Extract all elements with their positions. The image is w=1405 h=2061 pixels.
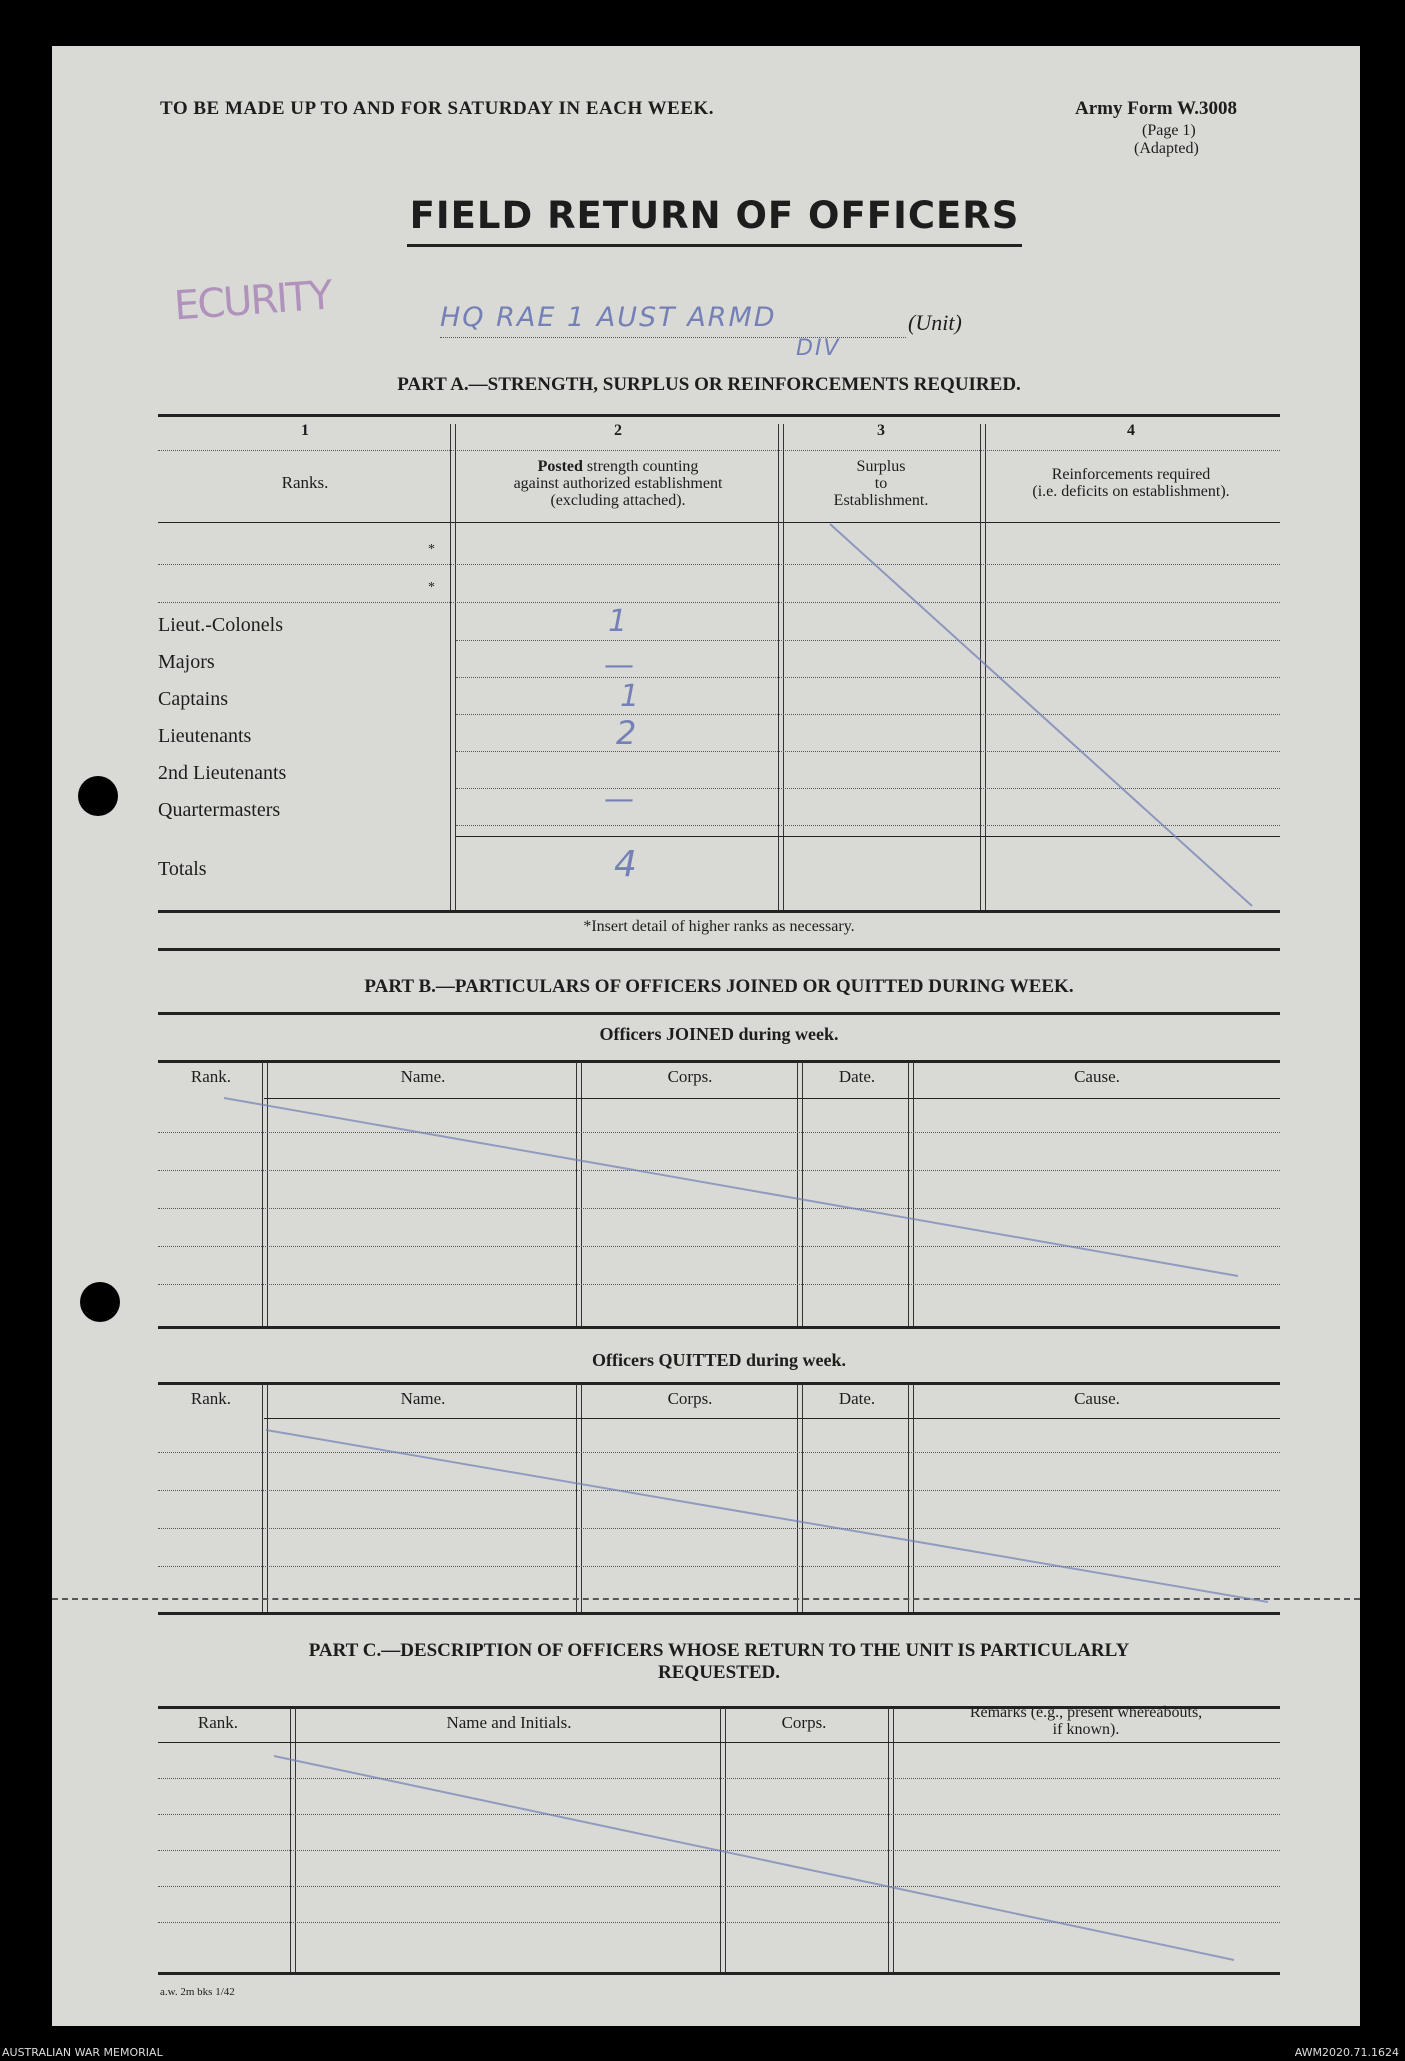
surplus-line3: Establishment. (833, 492, 929, 509)
part-a-footnote: *Insert detail of higher ranks as necessary. (583, 918, 855, 935)
strike-joined (224, 1098, 1238, 1276)
quitted-col-corps: Corps. (667, 1389, 713, 1408)
page-title: FIELD RETURN OF OFFICERS (409, 194, 1020, 237)
joined-heading: Officers JOINED during week. (599, 1024, 839, 1044)
remarks-line2: if known). (1052, 1721, 1120, 1738)
posted-majors: — (604, 648, 636, 683)
part-c-col-name: Name and Initials. (446, 1713, 572, 1732)
rank-quartermasters: Quartermasters (158, 799, 281, 821)
security-stamp: ECURITY (172, 272, 333, 330)
col-number-1: 1 (301, 422, 309, 439)
unit-handwritten: HQ RAE 1 AUST ARMD (440, 302, 777, 333)
strike-part-c (274, 1756, 1234, 1960)
posted-captains: 1 (620, 679, 642, 714)
rank-totals: Totals (158, 858, 207, 880)
quitted-col-rank: Rank. (190, 1389, 232, 1408)
footer-left: AUSTRALIAN WAR MEMORIAL (2, 2046, 163, 2059)
joined-col-corps: Corps. (667, 1067, 713, 1086)
part-b-heading: PART B.—PARTICULARS OF OFFICERS JOINED OR QUITTED DURING WEEK. (364, 976, 1074, 997)
surplus-line1: Surplus (856, 458, 906, 475)
punch-hole-top (78, 776, 118, 816)
rank-captains: Captains (158, 688, 228, 710)
footer-right: AWM2020.71.1624 (1294, 2046, 1399, 2059)
form-adapted: (Adapted) (1134, 140, 1199, 157)
posted-total: 4 (614, 844, 639, 885)
rank-2nd-lieutenants: 2nd Lieutenants (158, 762, 287, 784)
strike-part-a (830, 524, 1252, 906)
col-number-3: 3 (877, 422, 885, 439)
unit-label: (Unit) (908, 310, 962, 335)
part-c-col-corps: Corps. (781, 1713, 827, 1732)
joined-col-cause: Cause. (1074, 1067, 1120, 1086)
quitted-heading: Officers QUITTED during week. (592, 1350, 846, 1370)
col-number-4: 4 (1127, 422, 1135, 439)
instruction-text: TO BE MADE UP TO AND FOR SATURDAY IN EACH WEEK. (160, 98, 715, 119)
posted-quartermasters: — (604, 782, 636, 817)
asterisk-2: * (428, 580, 435, 595)
posted-rest: strength counting (582, 458, 699, 475)
posted-lieutenants: 2 (616, 714, 639, 752)
joined-col-date: Date. (838, 1067, 876, 1086)
form-sheet (52, 46, 1360, 2026)
posted-line3: (excluding attached). (550, 492, 686, 509)
surplus-line2: to (874, 475, 888, 492)
reinforce-line1: Reinforcements required (1051, 466, 1211, 483)
col-ranks-header: Ranks. (281, 473, 329, 492)
posted-bold: Posted (537, 458, 583, 475)
remarks-line1: Remarks (e.g., present whereabouts, (969, 1704, 1203, 1721)
rank-lieut-colonels: Lieut.-Colonels (158, 614, 283, 636)
rank-lieutenants: Lieutenants (158, 725, 252, 747)
part-c-col-rank: Rank. (197, 1713, 239, 1732)
punch-hole-bottom (80, 1282, 120, 1322)
unit-handwritten-div: DIV (796, 336, 841, 361)
rank-majors: Majors (158, 651, 215, 673)
form-page: (Page 1) (1142, 122, 1196, 139)
quitted-col-cause: Cause. (1074, 1389, 1120, 1408)
reinforce-line2: (i.e. deficits on establishment). (1032, 483, 1230, 500)
form-number: Army Form W.3008 (1075, 98, 1238, 119)
quitted-col-date: Date. (838, 1389, 876, 1408)
col-number-2: 2 (614, 422, 622, 439)
quitted-col-name: Name. (400, 1389, 446, 1408)
strike-quitted (266, 1430, 1268, 1602)
joined-col-name: Name. (400, 1067, 446, 1086)
part-c-heading-line1: PART C.—DESCRIPTION OF OFFICERS WHOSE RETURN TO THE UNIT IS PARTICULARLY (308, 1640, 1130, 1661)
posted-lieut-colonels: 1 (608, 604, 630, 639)
part-a-heading: PART A.—STRENGTH, SURPLUS OR REINFORCEMENTS REQUIRED. (397, 374, 1021, 395)
asterisk-1: * (428, 542, 435, 557)
pencil-strikes (52, 46, 1360, 2026)
posted-line2: against authorized establishment (513, 475, 723, 492)
joined-col-rank: Rank. (190, 1067, 232, 1086)
part-c-heading-line2: REQUESTED. (658, 1662, 780, 1683)
print-code: a.w. 2m bks 1/42 (160, 1986, 235, 1998)
